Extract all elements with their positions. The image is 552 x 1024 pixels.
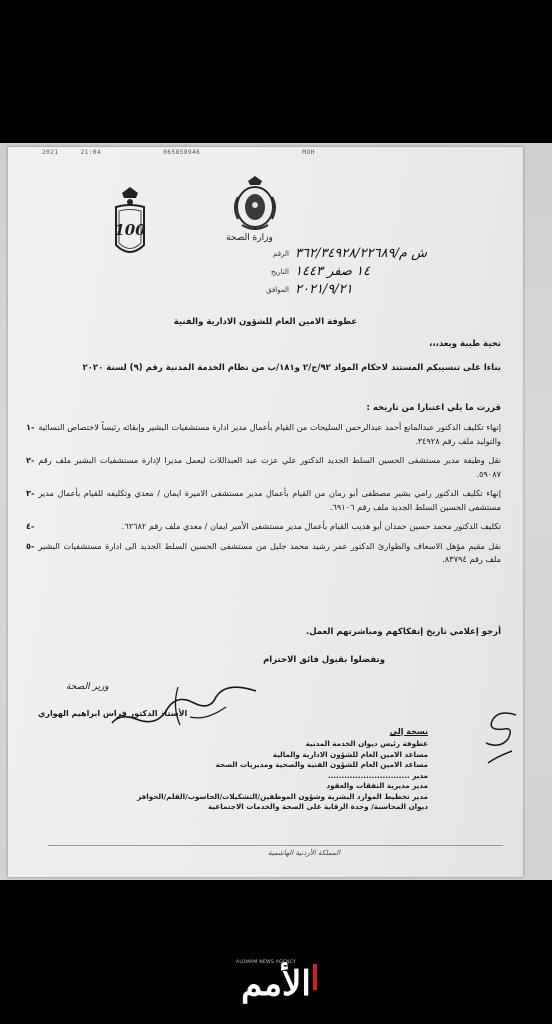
gregorian-row xyxy=(263,281,493,299)
list-item xyxy=(26,520,501,534)
copies-list xyxy=(108,739,428,813)
footer-divider xyxy=(48,845,503,846)
closing-regards: وتفضلوا بقبول فائق الاحترام xyxy=(263,655,385,665)
ref-label: الرقم xyxy=(273,250,289,258)
logo-wordmark: الأمم xyxy=(241,964,311,1004)
fax-page: MOH xyxy=(302,149,315,156)
letter-paper xyxy=(8,147,523,877)
closing-request: أرجو إعلامي تاريخ إنفكاكهم ومباشرتهم العمل. xyxy=(305,627,501,637)
date-label: التاريخ xyxy=(270,268,289,276)
item-number: -٥ xyxy=(26,540,35,551)
signer-title: وزير الصحة xyxy=(66,682,109,692)
handwritten-initials-icon xyxy=(478,707,523,767)
item-number: -١ xyxy=(26,422,35,432)
fax-number: 065858946 xyxy=(163,149,201,156)
gregorian-label: الموافق xyxy=(266,286,289,294)
hijri-date: ١٤ صفر ١٤٤٣ xyxy=(295,264,370,279)
list-item: مساعد الامين العام للشؤون الفنية والصحية ومديريات الصحة xyxy=(215,760,428,769)
ref-row xyxy=(263,245,493,263)
ministry-name: وزارة الصحة xyxy=(226,233,273,243)
document-photo xyxy=(0,143,552,880)
gregorian-date: ٢٠٢١/٩/٢١ xyxy=(295,282,353,297)
greeting: تحية طيبة وبعد،،، xyxy=(429,339,501,349)
list-item: عطوفة رئيس ديوان الخدمة المدنية xyxy=(305,739,428,748)
svg-text:100: 100 xyxy=(114,221,146,239)
item-text: إنهاء تكليف الدكتور رامي بشير مصطفى أبو رمان من القيام بأعمال مدير مستشفى الاميرة ايمان / معدي وتكليفه للقيام بأعمال مدير مستشفى الحسين السلط الجديد ملف رقم ٦٩١٠٦. xyxy=(38,488,501,512)
letter-footer: المملكة الأردنية الهاشمية xyxy=(268,849,341,857)
intro-paragraph: بناءا على تنسيبكم المستند لاحكام المواد ٩٢/ج/٢ و١٨١/ب من نظام الخدمة المدنية رقم (٩) لسنة ٢٠٢٠ xyxy=(82,363,501,373)
signer-name: الأستاذ الدكتور فراس ابراهيم الهواري xyxy=(38,709,188,718)
item-number: -٣ xyxy=(26,488,35,498)
item-text: نقل مقيم مؤهل الاسعاف والطوارئ الدكتور عمر رشيد محمد جليل من مستشفى الحسين السلط الجديد الى ادارة مستشفيات البشير ملف رقم ٨٣٧٩٤. xyxy=(38,540,501,564)
jordan-coat-of-arms-icon xyxy=(230,175,280,237)
list-item xyxy=(26,454,501,481)
item-number: -٢ xyxy=(26,455,35,465)
list-item xyxy=(26,540,501,567)
list-item: مدير تخطيط الموارد البشرية وشؤون الموظفين/التشكيلات/الحاسوب/القلم/الحوافز xyxy=(137,791,428,801)
item-text: إنهاء تكليف الدكتور عبدالمانع أحمد عبدالرحمن السليحات من القيام بأعمال مدير ادارة مستشفيات البشير وإبقائه رئيساً لاختصاص النسائية والتوليد ملف رقم ٣٤٩٢٨. xyxy=(38,422,501,446)
fax-time: 21:04 xyxy=(80,149,102,156)
reference-block xyxy=(263,245,493,299)
copies-heading: نسخة إلى xyxy=(389,727,428,736)
item-number: -٤ xyxy=(26,521,35,531)
list-item xyxy=(26,421,501,448)
decision-list xyxy=(26,421,501,573)
handwritten-signature-icon xyxy=(106,677,266,737)
decision-heading: قررت ما يلي اعتبارا من تاريخه : xyxy=(366,403,501,413)
logo-tagline: ALOMAM NEWS AGENCY xyxy=(236,960,297,965)
news-agency-logo xyxy=(218,960,334,1010)
centennial-emblem-icon xyxy=(106,185,154,263)
item-text: تكليف الدكتور محمد حسين حمدان أبو هديب القيام بأعمال مدير مستشفى الأمير ايمان / معدي ملف رقم ٦٢٦٨٢. xyxy=(121,521,501,531)
list-item: ديوان المحاسبة/ وحدة الرقابة على الصحة والخدمات الاجتماعية xyxy=(208,802,428,811)
date-row xyxy=(263,263,493,281)
list-item xyxy=(26,487,501,514)
list-item: مدير .............................. xyxy=(327,770,428,780)
letter-subject: عطوفة الامين العام للشؤون الادارية والفنية xyxy=(173,317,358,327)
fax-header xyxy=(42,149,333,156)
item-text: نقل وظيفة مدير مستشفى الحسين السلط الجديد الدكتور علي عزت عبد العبداللات ليعمل مديرا لإدارة مستشفيات البشير ملف رقم ٥٩٠٨٧. xyxy=(38,455,501,479)
list-item: مدير مديرية النفقات والعقود xyxy=(326,781,428,790)
ref-number: ش م/٣٦٢/٣٤٩٢٨/٢٢٦٨٩ xyxy=(295,246,427,261)
list-item: مساعد الامين العام للشؤون الادارية والمالية xyxy=(272,749,428,759)
fax-date: 2021 xyxy=(42,149,59,156)
